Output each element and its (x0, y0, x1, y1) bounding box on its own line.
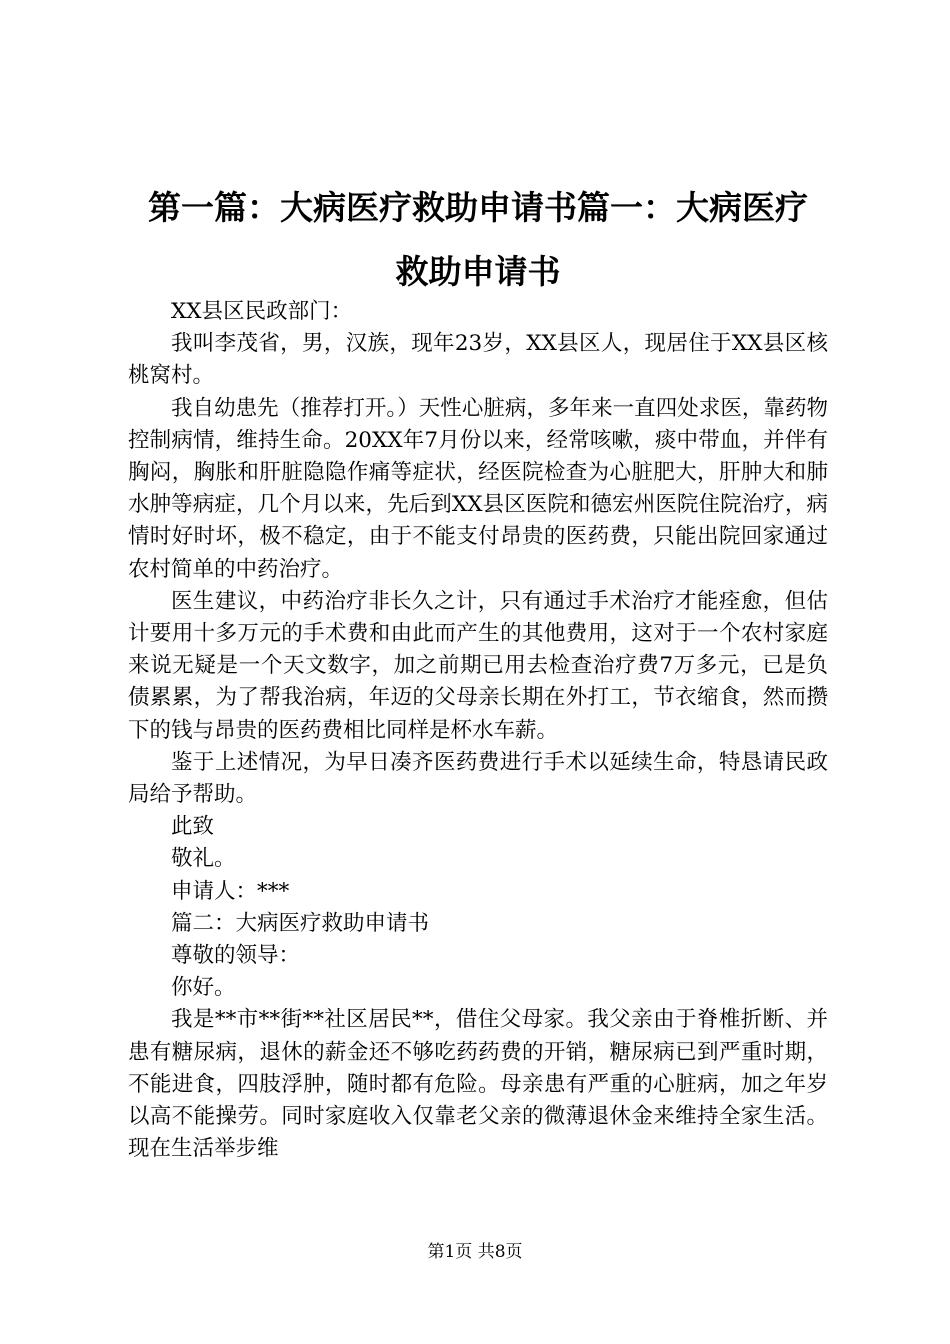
paragraph-intro: 我叫李茂省，男，汉族，现年23岁，XX县区人，现居住于XX县区核桃窝村。 (128, 331, 828, 389)
page-number: 第1页 共8页 (427, 1242, 523, 1262)
salutation-2: 尊敬的领导： (171, 943, 301, 969)
salutation: XX县区民政部门： (171, 299, 353, 324)
document-title-line-2: 救助申请书 (395, 252, 561, 291)
document-body (128, 296, 828, 1165)
paragraph-treatment-cost: 医生建议，中药治疗非长久之计，只有通过手术治疗才能痊愈，但估计要用十多万元的手术费和由此而产生的其他费用，这对于一个农村家庭来说无疑是一个天文数字，加之前期已用去检查治疗费7万多元，已是负债累累，为了帮我治病，年迈的父母亲长期在外打工，节衣缩食，然而攒下的钱与昂贵的医药费相比同样是杯水车薪。 (128, 588, 828, 743)
closing-line-2: 敬礼。 (171, 846, 236, 872)
closing-line-1: 此致 (171, 814, 215, 840)
paragraph-request: 鉴于上述情况，为早日凑齐医药费进行手术以延续生命，特恳请民政局给予帮助。 (128, 749, 828, 808)
applicant-signature: 申请人：*** (171, 878, 290, 904)
greeting: 你好。 (171, 975, 236, 1001)
section-2-title: 篇二：大病医疗救助申请书 (171, 910, 430, 936)
paragraph-illness: 我自幼患先（推荐打开。）天性心脏病，多年来一直四处求医，靠药物控制病情，维持生命。20XX年7月份以来，经常咳嗽，痰中带血，并伴有胸闷，胸胀和肝脏隐隐作痛等症状，经医院检查为心脏肥大，肝肿大和肺水肿等病症，几个月以来，先后到XX县区医院和德宏州医院住院治疗，病情时好时坏，极不稳定，由于不能支付昂贵的医药费，只能出院回家通过农村简单的中药治疗。 (128, 395, 828, 582)
paragraph-family-situation: 我是**市**街**社区居民**，借住父母家。我父亲由于脊椎折断、并患有糖尿病，退休的薪金还不够吃药药费的开销，糖尿病已到严重时期，不能进食，四肢浮肿，随时都有危险。母亲患有严重的心脏病，加之年岁以高不能操劳。同时家庭收入仅靠老父亲的微薄退休金来维持全家生活。现在生活举步维 (128, 1007, 828, 1162)
document-title-line-1: 第一篇：大病医疗救助申请书篇一：大病医疗 (148, 188, 808, 227)
